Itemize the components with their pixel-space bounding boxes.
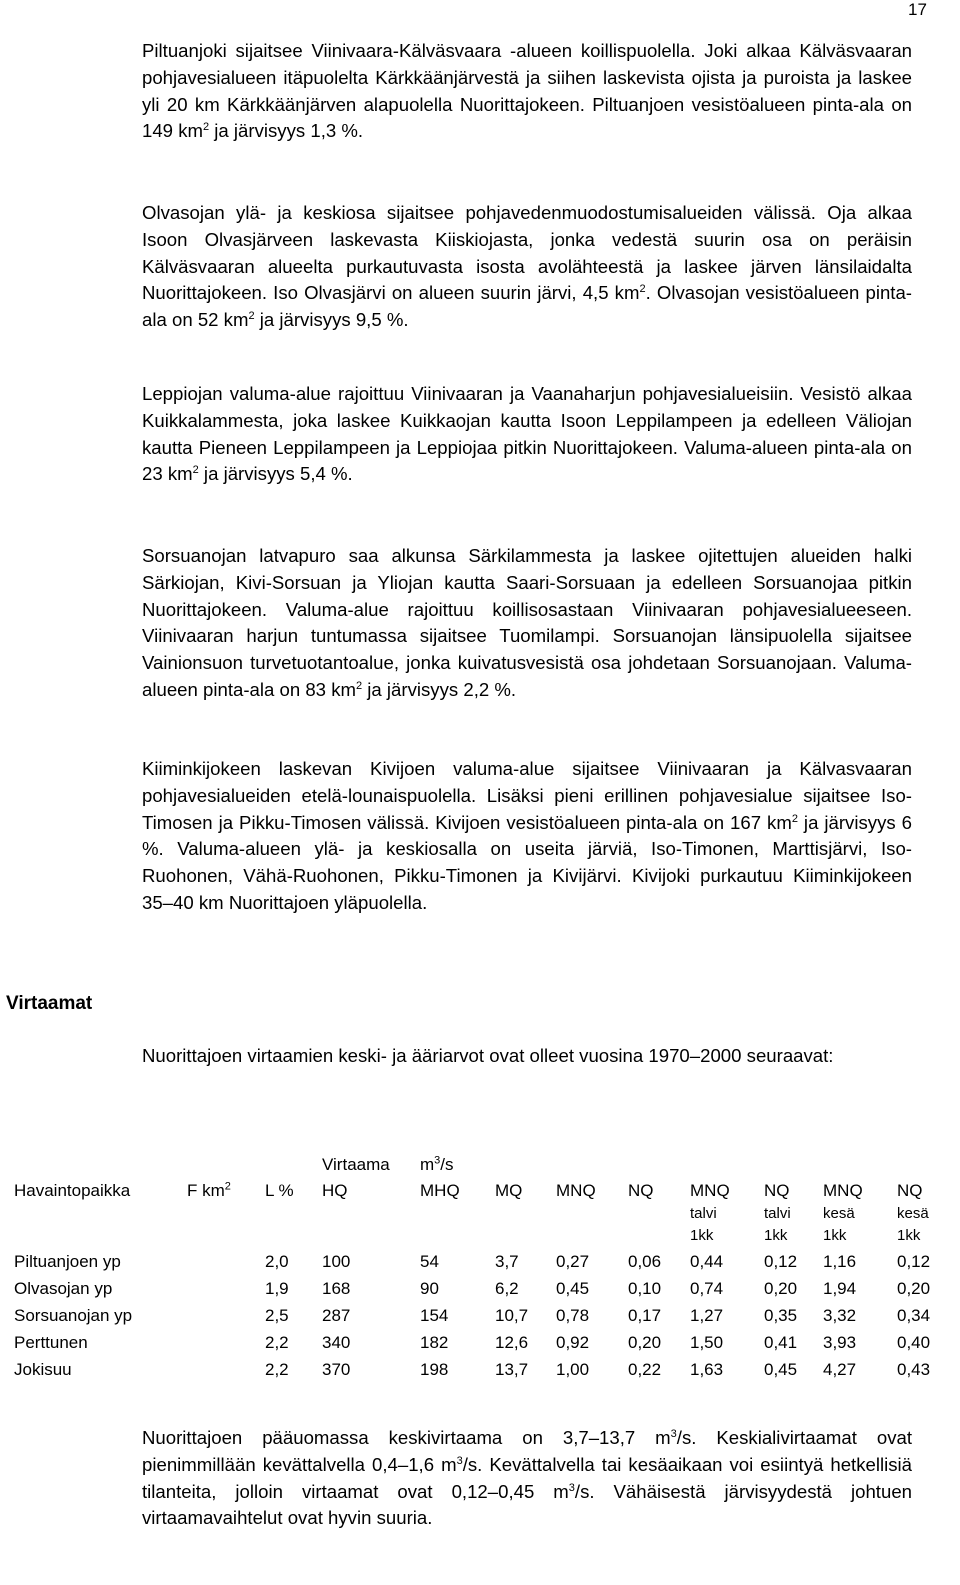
column-header-place: Havaintopaikka — [14, 1181, 131, 1200]
cell-mnq-summer: 1,16 — [823, 1252, 857, 1271]
paragraph-kivijoki — [142, 756, 912, 917]
cell-l-percent: 2,5 — [265, 1306, 289, 1325]
paragraph-sorsuanoja — [142, 543, 912, 704]
cell-hq: 340 — [322, 1333, 351, 1352]
text-run: Kiiminkijokeen laskevan Kivijoen valuma-alue sijaitsee Viinivaaran ja Kälvasvaaran pohjavesialueiden etelä-lounaispuolella. Lisäksi pieni erillinen pohjavesialue sijaitsee Iso-Timosen ja Pikku-Timosen välissä. Kivijoen vesistöalueen pinta-ala on 167 km — [142, 758, 912, 833]
cell-nq-summer: 0,40 — [897, 1333, 931, 1352]
cell-mnq: 0,78 — [556, 1306, 590, 1325]
cell-mnq-summer: 3,93 — [823, 1333, 857, 1352]
cell-nq: 0,22 — [628, 1360, 662, 1379]
superscript: 2 — [791, 812, 798, 825]
cell-mhq: 154 — [420, 1306, 449, 1325]
cell-l-percent: 2,0 — [265, 1252, 289, 1271]
cell-mnq: 0,92 — [556, 1333, 590, 1352]
text-run: Piltuanjoki sijaitsee Viinivaara-Kälväsvaara -alueen koillispuolella. Joki alkaa Kälväsvaaran pohjavesialueen itäpuolelta Kärkkäänjärvestä ja siihen laskevista ojista ja puroista ja laskee yli 20 km Kärkkäänjärven alapuolella Nuorittajokeen. Piltuanjoen vesistöalueen pinta-ala on 149 km — [142, 40, 912, 142]
cell-l-percent: 1,9 — [265, 1279, 289, 1298]
table-group-header-unit: $m^3/s$ — [420, 1154, 454, 1174]
cell-mq: 12,6 — [495, 1333, 529, 1352]
cell-hq: 168 — [322, 1279, 351, 1298]
cell-mnq-winter: 0,44 — [690, 1252, 724, 1271]
cell-mnq: 0,45 — [556, 1279, 590, 1298]
column-header-nq: NQ — [628, 1181, 654, 1200]
cell-mq: 13,7 — [495, 1360, 529, 1379]
cell-nq: 0,20 — [628, 1333, 662, 1352]
cell-mnq-winter: 1,50 — [690, 1333, 724, 1352]
subheader-mnq-winter-period: 1kk — [690, 1227, 714, 1244]
cell-mnq-summer: 1,94 — [823, 1279, 857, 1298]
subheader-mnq-winter-season: talvi — [690, 1205, 717, 1222]
table-intro — [142, 1043, 912, 1070]
cell-place: Perttunen — [14, 1333, 88, 1352]
cell-mnq: 0,27 — [556, 1252, 590, 1271]
text-run: /s. Vähäisestä järvisyydestä johtuen virtaamavaihtelut ovat hyvin suuria. — [142, 1480, 912, 1529]
cell-nq: 0,06 — [628, 1252, 662, 1271]
superscript: 3 — [670, 1427, 677, 1440]
column-header-mnq-summer: MNQ — [823, 1181, 863, 1200]
cell-nq-winter: 0,45 — [764, 1360, 798, 1379]
column-header-f: F $km^2$ — [187, 1180, 231, 1200]
cell-place: Piltuanjoen yp — [14, 1252, 121, 1271]
subheader-nq-summer-period: 1kk — [897, 1227, 921, 1244]
column-header-mnq: MNQ — [556, 1181, 596, 1200]
column-header-mnq-winter: MNQ — [690, 1181, 730, 1200]
text-run: ja järvisyys 9,5 %. — [254, 309, 409, 331]
table-group-header-virtaama: Virtaama — [322, 1155, 390, 1174]
text-run: . Olvasojan vesistöalueen pinta-ala on 52 km — [142, 282, 912, 331]
cell-nq: 0,17 — [628, 1306, 662, 1325]
cell-place: Sorsuanojan yp — [14, 1306, 133, 1325]
superscript: 3 — [568, 1481, 575, 1494]
column-header-nq-winter: NQ — [764, 1181, 790, 1200]
cell-l-percent: 2,2 — [265, 1333, 289, 1352]
cell-mnq: 1,00 — [556, 1360, 590, 1379]
cell-mq: 3,7 — [495, 1252, 519, 1271]
cell-hq: 100 — [322, 1252, 351, 1271]
cell-mhq: 54 — [420, 1252, 439, 1271]
cell-nq-summer: 0,12 — [897, 1252, 931, 1271]
cell-mq: 6,2 — [495, 1279, 519, 1298]
text-run: Sorsuanojan latvapuro saa alkunsa Särkilammesta ja laskee ojitettujen alueiden halki Särkiojan, Kivi-Sorsuan ja Yliojan kautta Saari-Sorsuaan ja edelleen Sorsuanojaa pitkin Nuorittajokeen. Valuma-alue rajoittuu koillisosastaan Viinivaaran pohjavesialueeseen. Viinivaaran harjun tuntumassa sijaitsee Tuomilampi. Sorsuanojan länsipuolella sijaitsee Vainionsuon turvetuotantoalue, jonka kuivatusvesistä osa johdetaan Sorsuanojaan. Valuma-alueen pinta-ala on 83 km — [142, 545, 912, 700]
text-run: /s. Kevättalvella tai kesäaikaan voi esiintyä hetkellisiä tilanteita, jolloin virtaamat ovat 0,12–0,45 m — [142, 1453, 913, 1502]
cell-mq: 10,7 — [495, 1306, 529, 1325]
cell-nq-winter: 0,41 — [764, 1333, 798, 1352]
cell-place: Olvasojan yp — [14, 1279, 113, 1298]
cell-mhq: 182 — [420, 1333, 449, 1352]
cell-mnq-summer: 3,32 — [823, 1306, 857, 1325]
page-number: 17 — [908, 0, 927, 19]
text-run: Olvasojan ylä- ja keskiosa sijaitsee pohjavedenmuodostumisalueiden välissä. Oja alkaa Isoon Olvasjärveen laskevasta Kiiskiojasta, jonka vedestä suurin osa on peräisin Kälväsvaaran alueelta purkautuvasta isosta avolähteestä ja laskee järven länsilaidalta Nuorittajokeen. Iso Olvasjärvi on alueen suurin järvi, 4,5 km — [142, 202, 912, 304]
cell-mhq: 90 — [420, 1279, 439, 1298]
text-run: ja järvisyys 5,4 %. — [198, 463, 353, 485]
superscript: 2 — [192, 464, 199, 477]
subheader-mnq-summer-period: 1kk — [823, 1227, 847, 1244]
cell-nq: 0,10 — [628, 1279, 662, 1298]
superscript: 2 — [639, 283, 646, 296]
paragraph-piltuanjoki — [142, 38, 912, 145]
cell-nq-summer: 0,20 — [897, 1279, 931, 1298]
superscript: 2 — [248, 310, 255, 322]
text-run: Nuorittajoen virtaamien keski- ja ääriarvot ovat olleet vuosina 1970–2000 seuraavat: — [142, 1045, 834, 1066]
cell-mnq-winter: 0,74 — [690, 1279, 724, 1298]
paragraph-olvasoja — [142, 200, 912, 334]
cell-l-percent: 2,2 — [265, 1360, 289, 1379]
subheader-nq-winter-period: 1kk — [764, 1227, 788, 1244]
column-header-mhq: MHQ — [420, 1181, 460, 1200]
cell-place: Jokisuu — [14, 1360, 72, 1379]
subheader-nq-winter-season: talvi — [764, 1205, 791, 1222]
text-run: Nuorittajoen pääuomassa keskivirtaama on 3,7–13,7 m — [142, 1427, 671, 1448]
cell-nq-summer: 0,43 — [897, 1360, 931, 1379]
column-header-mq: MQ — [495, 1181, 523, 1200]
column-header-hq: HQ — [322, 1181, 348, 1200]
cell-mnq-winter: 1,63 — [690, 1360, 724, 1379]
side-heading-virtaamat: Virtaamat — [6, 993, 93, 1014]
paragraph-summary — [142, 1425, 912, 1532]
text-run: ja järvisyys 1,3 %. — [209, 120, 364, 142]
superscript: 2 — [202, 121, 210, 134]
cell-hq: 287 — [322, 1306, 351, 1325]
cell-nq-winter: 0,35 — [764, 1306, 798, 1325]
superscript: 3 — [456, 1454, 463, 1467]
superscript: 2 — [355, 679, 363, 692]
column-header-l: L % — [265, 1181, 294, 1200]
text-run: Leppiojan valuma-alue rajoittuu Viinivaaran ja Vaanaharjun pohjavesialueisiin. Vesistö alkaa Kuikkalammesta, joka laskee Kuikkaojan kautta Isoon Leppilampeen ja edelleen Väliojan kautta Pieneen Leppilampeen ja Leppiojaa pitkin Nuorittajokeen. Valuma-alueen pinta-ala on 23 km — [142, 383, 912, 485]
column-header-nq-summer: NQ — [897, 1181, 923, 1200]
text-run: ja järvisyys 6 %. Valuma-alueen ylä- ja keskiosalla on useita järviä, Iso-Timonen, Marttisjärvi, Iso-Ruohonen, Vähä-Ruohonen, Pikku-Timonen ja Kivijärvi. Kivijoki purkautuu Kiiminkijokeen 35–40 km Nuorittajoen yläpuolella. — [142, 811, 912, 913]
cell-mnq-summer: 4,27 — [823, 1360, 857, 1379]
cell-hq: 370 — [322, 1360, 351, 1379]
paragraph-leppioja — [142, 381, 912, 488]
subheader-nq-summer-season: kesä — [897, 1205, 929, 1222]
text-run: ja järvisyys 2,2 %. — [362, 678, 517, 700]
cell-mnq-winter: 1,27 — [690, 1306, 724, 1325]
cell-mhq: 198 — [420, 1360, 449, 1379]
cell-nq-winter: 0,12 — [764, 1252, 798, 1271]
cell-nq-summer: 0,34 — [897, 1306, 931, 1325]
subheader-mnq-summer-season: kesä — [823, 1205, 855, 1222]
text-run: /s. Keskialivirtaamat ovat pienimmillään kevättalvella 0,4–1,6 m — [142, 1427, 912, 1475]
cell-nq-winter: 0,20 — [764, 1279, 798, 1298]
